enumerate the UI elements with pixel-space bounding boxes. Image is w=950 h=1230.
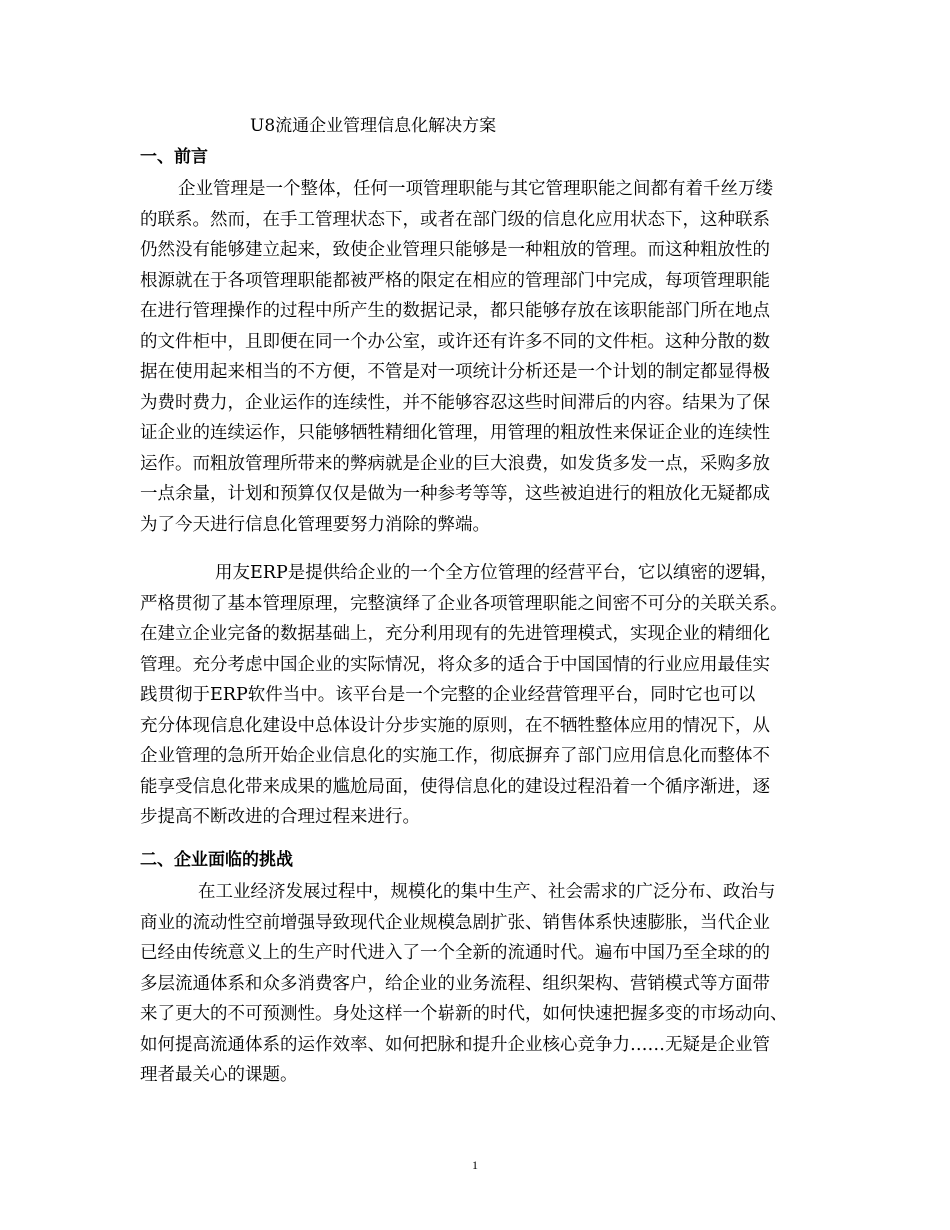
- paragraph-line: 充分体现信息化建设中总体设计分步实施的原则，在不牺牲整体应用的情况下，从: [140, 715, 770, 736]
- paragraph-line: 在进行管理操作的过程中所产生的数据记录，都只能够存放在该职能部门所在地点: [140, 301, 770, 321]
- paragraph-line: 根源就在于各项管理职能都被严格的限定在相应的管理部门中完成，每项管理职能: [140, 270, 770, 291]
- paragraph-line: 践贯彻于ERP软件当中。该平台是一个完整的企业经营管理平台，同时它也可以: [140, 685, 756, 705]
- paragraph-line: 的联系。然而，在手工管理状态下，或者在部门级的信息化应用状态下，这种联系: [140, 209, 770, 230]
- paragraph-line: 运作。而粗放管理所带来的弊病就是企业的巨大浪费，如发货多发一点，采购多放: [140, 453, 770, 474]
- page-number: 1: [472, 1158, 478, 1172]
- paragraph-line: 步提高不断改进的合理过程来进行。: [140, 807, 420, 827]
- paragraph-line: 企业管理是一个整体，任何一项管理职能与其它管理职能之间都有着千丝万缕: [178, 179, 773, 199]
- paragraph-line: 严格贯彻了基本管理原理，完整演绎了企业各项管理职能之间密不可分的关联关系。: [140, 593, 788, 614]
- paragraph-line: 用友ERP是提供给企业的一个全方位管理的经营平台，它以缜密的逻辑，: [215, 563, 778, 583]
- paragraph-preface-1: [140, 174, 824, 540]
- paragraph-challenges-1: [140, 877, 824, 1091]
- paragraph-line: 理者最关心的课题。: [140, 1065, 298, 1085]
- document-title: U8流通企业管理信息化解决方案: [250, 116, 497, 136]
- paragraph-preface-2: [140, 558, 824, 833]
- paragraph-line: 仍然没有能够建立起来，致使企业管理只能够是一种粗放的管理。而这种粗放性的: [140, 240, 770, 260]
- paragraph-line: 商业的流动性空前增强导致现代企业规模急剧扩张、销售体系快速膨胀，当代企业: [140, 912, 770, 933]
- section-heading-challenges: 二、企业面临的挑战: [140, 850, 293, 870]
- paragraph-line: 多层流通体系和众多消费客户，给企业的业务流程、组织架构、营销模式等方面带: [140, 973, 770, 994]
- paragraph-line: 在工业经济发展过程中，规模化的集中生产、社会需求的广泛分布、政治与: [198, 882, 776, 902]
- paragraph-line: 的文件柜中，且即便在同一个办公室，或许还有许多不同的文件柜。这种分散的数: [140, 331, 770, 352]
- paragraph-line: 为费时费力，企业运作的连续性，并不能够容忍这些时间滞后的内容。结果为了保: [140, 392, 770, 413]
- paragraph-line: 已经由传统意义上的生产时代进入了一个全新的流通时代。遍布中国乃至全球的的: [140, 943, 770, 963]
- paragraph-line: 一点余量，计划和预算仅仅是做为一种参考等等，这些被迫进行的粗放化无疑都成: [140, 484, 770, 504]
- paragraph-line: 如何提高流通体系的运作效率、如何把脉和提升企业核心竞争力……无疑是企业管: [140, 1034, 770, 1055]
- paragraph-line: 来了更大的不可预测性。身处这样一个崭新的时代，如何快速把握多变的市场动向、: [140, 1004, 788, 1024]
- paragraph-line: 企业管理的急所开始企业信息化的实施工作，彻底摒弃了部门应用信息化而整体不: [140, 746, 770, 766]
- section-heading-preface: 一、前言: [140, 147, 208, 167]
- paragraph-line: 为了今天进行信息化管理要努力消除的弊端。: [140, 514, 490, 535]
- paragraph-line: 能享受信息化带来成果的尴尬局面，使得信息化的建设过程沿着一个循序渐进，逐: [140, 776, 770, 797]
- paragraph-line: 证企业的连续运作，只能够牺牲精细化管理，用管理的粗放性来保证企业的连续性: [140, 423, 770, 443]
- paragraph-line: 在建立企业完备的数据基础上，充分利用现有的先进管理模式，实现企业的精细化: [140, 624, 770, 644]
- paragraph-line: 据在使用起来相当的不方便，不管是对一项统计分析还是一个计划的制定都显得极: [140, 362, 770, 382]
- paragraph-line: 管理。充分考虑中国企业的实际情况，将众多的适合于中国国情的行业应用最佳实: [140, 654, 770, 675]
